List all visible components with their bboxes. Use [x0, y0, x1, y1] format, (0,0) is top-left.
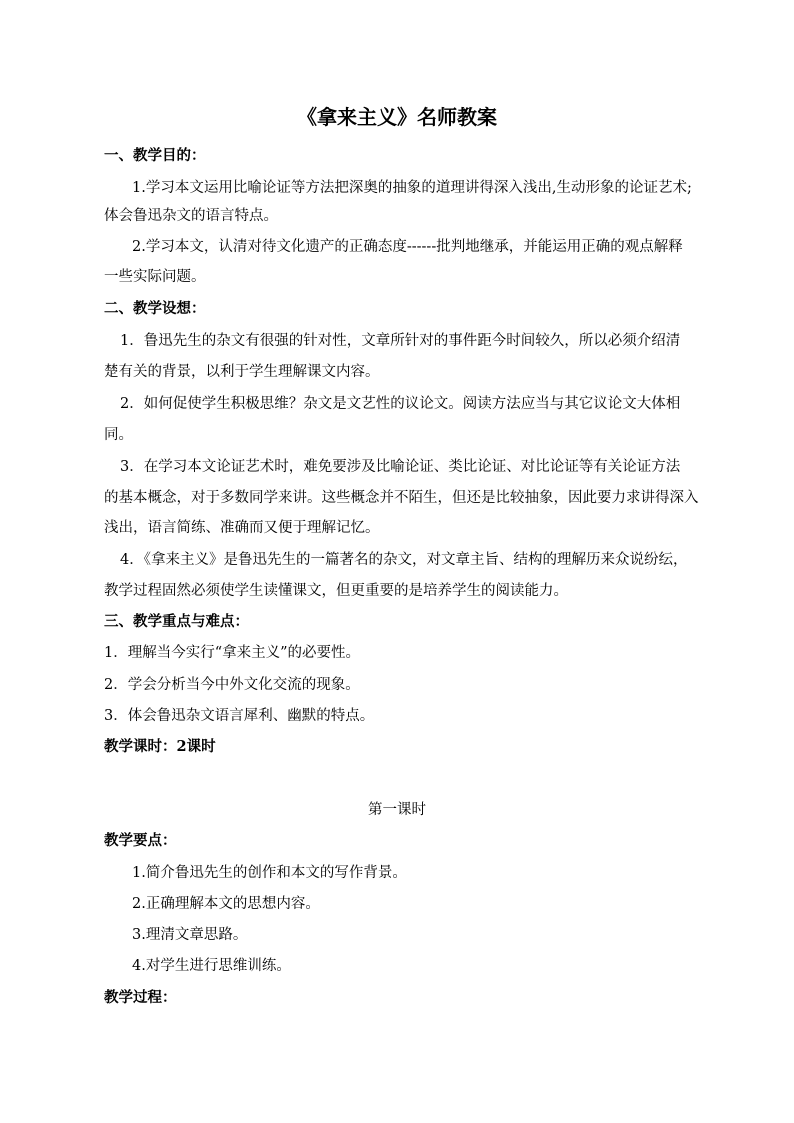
design-1-line-2: 楚有关的背景，以利于学生理解课文内容。: [104, 364, 380, 380]
design-4-line-1: 4．《拿来主义》是鲁迅先生的一篇著名的杂文，对文章主旨、结构的理解历来众说纷纭，: [120, 552, 688, 568]
document-title: 《拿来主义》名师教案: [297, 105, 497, 129]
key-point-3: 3．体会鲁迅杂文语言犀利、幽默的特点。: [104, 708, 375, 724]
lesson-point-2: 2.正确理解本文的思想内容。: [132, 896, 320, 912]
design-2-line-2: 同。: [104, 427, 133, 443]
lesson-point-3: 3.理清文章思路。: [132, 927, 248, 943]
design-3-line-3: 浅出，语言简练、准确而又便于理解记忆。: [104, 520, 380, 536]
design-3-line-2: 的基本概念，对于多数同学来讲。这些概念并不陌生，但还是比较抽象，因此要力求讲得深入: [104, 490, 699, 506]
objective-1-line-1: 1.学习本文运用比喻论证等方法把深奥的抽象的道理讲得深入浅出,生动形象的论证艺术;: [132, 180, 692, 196]
section-heading-objectives: 一、教学目的：: [104, 147, 206, 164]
design-2-line-1: 2．如何促使学生积极思维？杂文是文艺性的议论文。阅读方法应当与其它议论文大体相: [120, 396, 681, 412]
lesson-process-heading: 教学过程：: [104, 989, 177, 1006]
design-3-line-1: 3．在学习本文论证艺术时，难免要涉及比喻论证、类比论证、对比论证等有关论证方法: [120, 459, 681, 475]
key-point-2: 2．学会分析当今中外文化交流的现象。: [104, 677, 360, 693]
class-hours: 教学课时：2课时: [104, 738, 216, 755]
key-point-1: 1．理解当今实行“拿来主义”的必要性。: [104, 645, 361, 661]
objective-2-line-2: 一些实际问题。: [104, 269, 206, 285]
design-4-line-2: 教学过程固然必须使学生读懂课文，但更重要的是培养学生的阅读能力。: [104, 583, 568, 599]
lesson-points-heading: 教学要点：: [104, 832, 177, 849]
objective-1-line-2: 体会鲁迅杂文的语言特点。: [104, 208, 278, 224]
objective-2-line-1: 2.学习本文，认清对待文化遗产的正确态度------批判地继承，并能运用正确的观点解释: [132, 239, 683, 255]
lesson-heading: 第一课时: [368, 802, 426, 818]
design-1-line-1: 1．鲁迅先生的杂文有很强的针对性，文章所针对的事件距今时间较久，所以必须介绍清: [120, 333, 681, 349]
lesson-point-4: 4.对学生进行思维训练。: [132, 958, 291, 974]
section-heading-design: 二、教学设想：: [104, 300, 206, 317]
lesson-point-1: 1.简介鲁迅先生的创作和本文的写作背景。: [132, 865, 407, 881]
section-heading-key-points: 三、教学重点与难点：: [104, 613, 249, 630]
